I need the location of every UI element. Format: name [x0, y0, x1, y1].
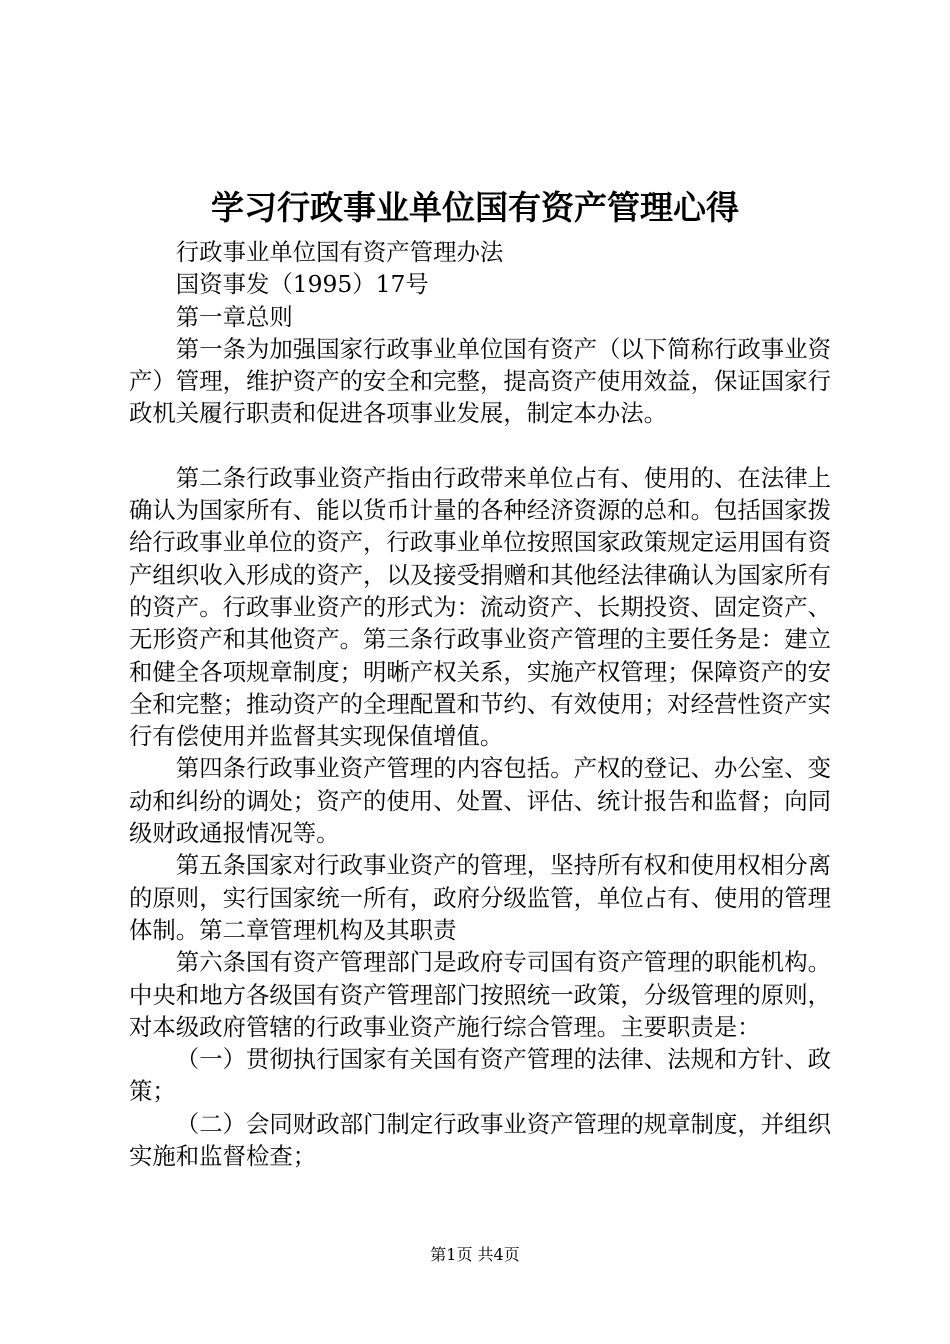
paragraph-intro-title: 行政事业单位国有资产管理办法 — [175, 238, 504, 266]
paragraph-article-4: 第四条行政事业资产管理的内容包括。产权的登记、办公室、变动和纠纷的调处；资产的使用、处置、评估、统计报告和监督；向同级财政通报情况等。 — [129, 754, 831, 848]
paragraph-article-6: 第六条国有资产管理部门是政府专司国有资产管理的职能机构。中央和地方各级国有资产管理部门按照统一政策，分级管理的原则，对本级政府管辖的行政事业资产施行综合管理。主要职责是： — [129, 948, 831, 1041]
page-footer: 第1页 共4页 — [430, 1245, 520, 1264]
paragraph-item-1: （一）贯彻执行国家有关国有资产管理的法律、法规和方针、政策； — [129, 1045, 831, 1106]
paragraph-doc-number: 国资事发（1995）17号 — [175, 270, 429, 299]
paragraph-article-2: 第二条行政事业资产指由行政带来单位占有、使用的、在法律上确认为国家所有、能以货币计量的各种经济资源的总和。包括国家拨给行政事业单位的资产，行政事业单位按照国家政策规定运用国有资产组织收入形成的资产，以及接受捐赠和其他经法律确认为国家所有的资产。行政事业资产的形式为：流动资产、长期投资、固定资产、无形资产和其他资产。第三条行政事业资产管理的主要任务是：建立和健全各项规章制度；明晰产权关系，实施产权管理；保障资产的安全和完整；推动资产的全理配置和节约、有效使用；对经营性资产实行有偿使用并监督其实现保值增值。 — [129, 463, 831, 751]
document-body — [129, 236, 831, 1172]
paragraph-item-2: （二）会同财政部门制定行政事业资产管理的规章制度，并组织实施和监督检查； — [129, 1109, 831, 1171]
paragraph-chapter-heading: 第一章总则 — [175, 302, 293, 331]
paragraph-article-1: 第一条为加强国家行政事业单位国有资产（以下简称行政事业资产）管理，维护资产的安全和完整，提高资产使用效益，保证国家行政机关履行职责和促进各项事业发展，制定本办法。 — [129, 334, 831, 428]
paragraph-article-5: 第五条国家对行政事业资产的管理，坚持所有权和使用权相分离的原则，实行国家统一所有，政府分级监管，单位占有、使用的管理体制。第二章管理机构及其职责 — [129, 851, 831, 944]
document-title: 学习行政事业单位国有资产管理心得 — [211, 188, 739, 227]
